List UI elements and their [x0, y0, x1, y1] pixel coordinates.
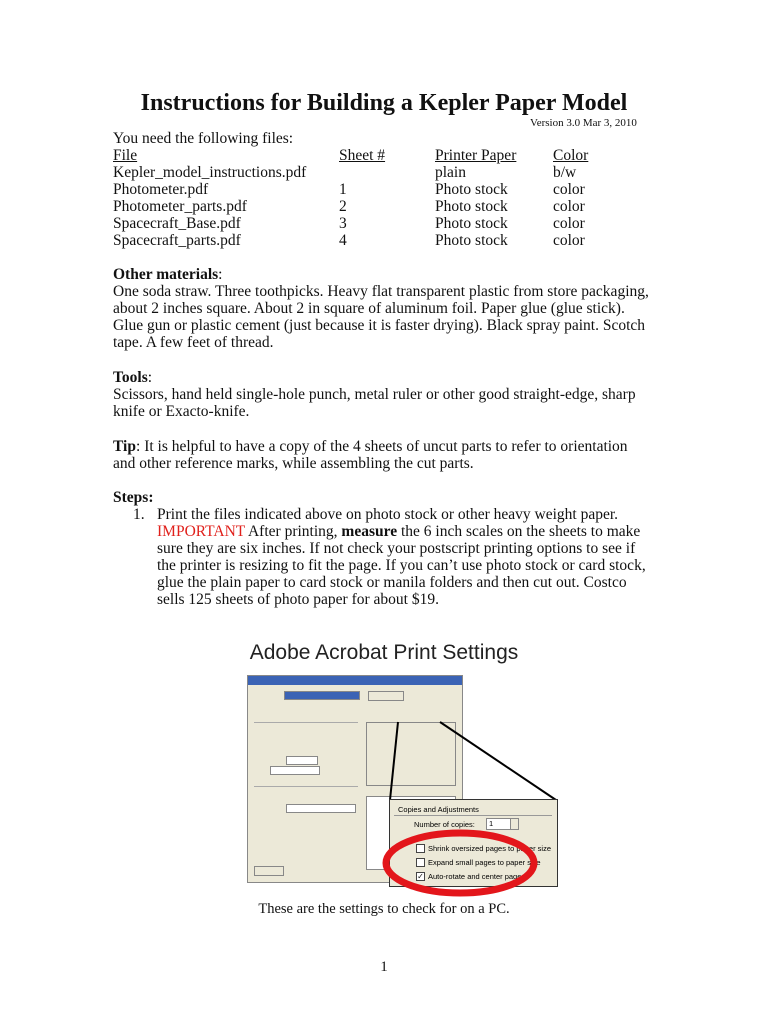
dialog-titlebar — [248, 676, 462, 685]
cell-sheet: 4 — [339, 232, 347, 249]
tools-heading: Tools — [113, 369, 148, 386]
expand-label: Expand small pages to paper size — [428, 858, 541, 867]
cell-file: Spacecraft_Base.pdf — [113, 215, 241, 232]
cell-sheet: 3 — [339, 215, 347, 232]
cell-color: color — [553, 232, 585, 249]
cell-file: Spacecraft_parts.pdf — [113, 232, 241, 249]
print-method-select — [286, 804, 356, 813]
copies-label: Number of copies: — [414, 820, 475, 829]
cell-paper: plain — [435, 164, 466, 181]
step-text — [157, 506, 653, 608]
autorotate-checkbox-checked[interactable]: ✓ — [417, 872, 424, 881]
zoom-connector — [380, 718, 560, 808]
step-text-b: After printing, — [244, 523, 342, 540]
other-materials-text: One soda straw. Three toothpicks. Heavy flat transparent plastic from store packaging, about 2 inches square. About 2 in square of aluminum foil. Paper glue (glue stick). Glue gun or plastic cement (just because it is faster drying). Black spray paint. Scotch tape. A few feet of thread. — [113, 283, 649, 351]
other-materials-section: Other materials: One soda straw. Three toothpicks. Heavy flat transparent plastic from store packaging, about 2 inches square. About 2 in square of aluminum foil. Paper glue (glue stick). Glue gun or plastic cement (just because it is faster drying). Black spray paint. Scotch tape. A few feet of thread. — [113, 266, 649, 351]
tip-text: It is helpful to have a copy of the 4 sheets of uncut parts to refer to orientation and other reference marks, while assembling the cut parts. — [113, 438, 628, 472]
cell-file: Photometer.pdf — [113, 181, 209, 198]
highlight-circle — [380, 828, 540, 898]
steps-heading-text: Steps: — [113, 489, 154, 506]
cell-sheet: 1 — [339, 181, 347, 198]
divider — [254, 786, 358, 787]
cell-file: Kepler_model_instructions.pdf — [113, 164, 307, 181]
pages-field — [286, 756, 318, 765]
tools-section: Tools: Scissors, hand held single-hole punch, metal ruler or other good straight-edge, sharp knife or Exacto-knife. — [113, 369, 636, 420]
cell-sheet: 2 — [339, 198, 347, 215]
intro-text: You need the following files: — [113, 130, 294, 147]
important-label: IMPORTANT — [157, 523, 245, 540]
copies-value: 1 — [489, 819, 494, 828]
measure-emphasis: measure — [341, 523, 398, 540]
printer-name-field — [284, 691, 360, 700]
version-date: Version 3.0 Mar 3, 2010 — [530, 117, 637, 129]
cell-color: color — [553, 198, 585, 215]
red-ellipse — [386, 833, 534, 893]
shrink-label: Shrink oversized pages to paper size — [428, 844, 551, 853]
page-title: Instructions for Building a Kepler Paper Model — [140, 90, 628, 116]
other-materials-heading: Other materials — [113, 266, 219, 283]
cell-paper: Photo stock — [435, 181, 508, 198]
cell-paper: Photo stock — [435, 232, 508, 249]
autorotate-label: Auto-rotate and center pages — [428, 872, 526, 881]
cell-paper: Photo stock — [435, 198, 508, 215]
figure-title: Adobe Acrobat Print Settings — [249, 641, 519, 664]
page-number: 1 — [380, 959, 388, 975]
printing-tips-button — [254, 866, 284, 876]
tip-heading: Tip — [113, 438, 136, 455]
step-text-c: the 6 inch scales on the sheets to make sure they are six inches. If not check your postscript printing options to see if the printer is resizing to fit the page. If you can’t use photo stock or card stock, glue the plain paper to card stock or manila folders and then cut out. Costco sells 125 sheets of photo paper for about $19. — [157, 523, 646, 608]
divider — [254, 722, 358, 723]
header-sheet: Sheet # — [339, 147, 386, 164]
tip-section: Tip: It is helpful to have a copy of the 4 sheets of uncut parts to refer to orientation and other reference marks, while assembling the cut parts. — [113, 438, 628, 472]
subset-select — [270, 766, 320, 775]
cell-color: color — [553, 215, 585, 232]
figure-caption: These are the settings to check for on a PC. — [258, 901, 510, 917]
header-paper: Printer Paper — [435, 147, 517, 164]
connector-line — [390, 722, 398, 800]
steps-heading — [113, 489, 653, 506]
header-file: File — [113, 147, 138, 164]
connector-line — [440, 722, 556, 800]
tools-text: Scissors, hand held single-hole punch, metal ruler or other good straight-edge, sharp knife or Exacto-knife. — [113, 386, 636, 420]
cell-paper: Photo stock — [435, 215, 508, 232]
step-text-a: Print the files indicated above on photo stock or other heavy weight paper. — [157, 506, 619, 523]
properties-button — [368, 691, 404, 701]
cell-file: Photometer_parts.pdf — [113, 198, 247, 215]
header-color: Color — [553, 147, 589, 164]
cell-color: color — [553, 181, 585, 198]
divider — [394, 815, 552, 816]
group-title: Copies and Adjustments — [398, 805, 479, 814]
step-number: 1. — [133, 506, 145, 523]
cell-color: b/w — [553, 164, 577, 181]
